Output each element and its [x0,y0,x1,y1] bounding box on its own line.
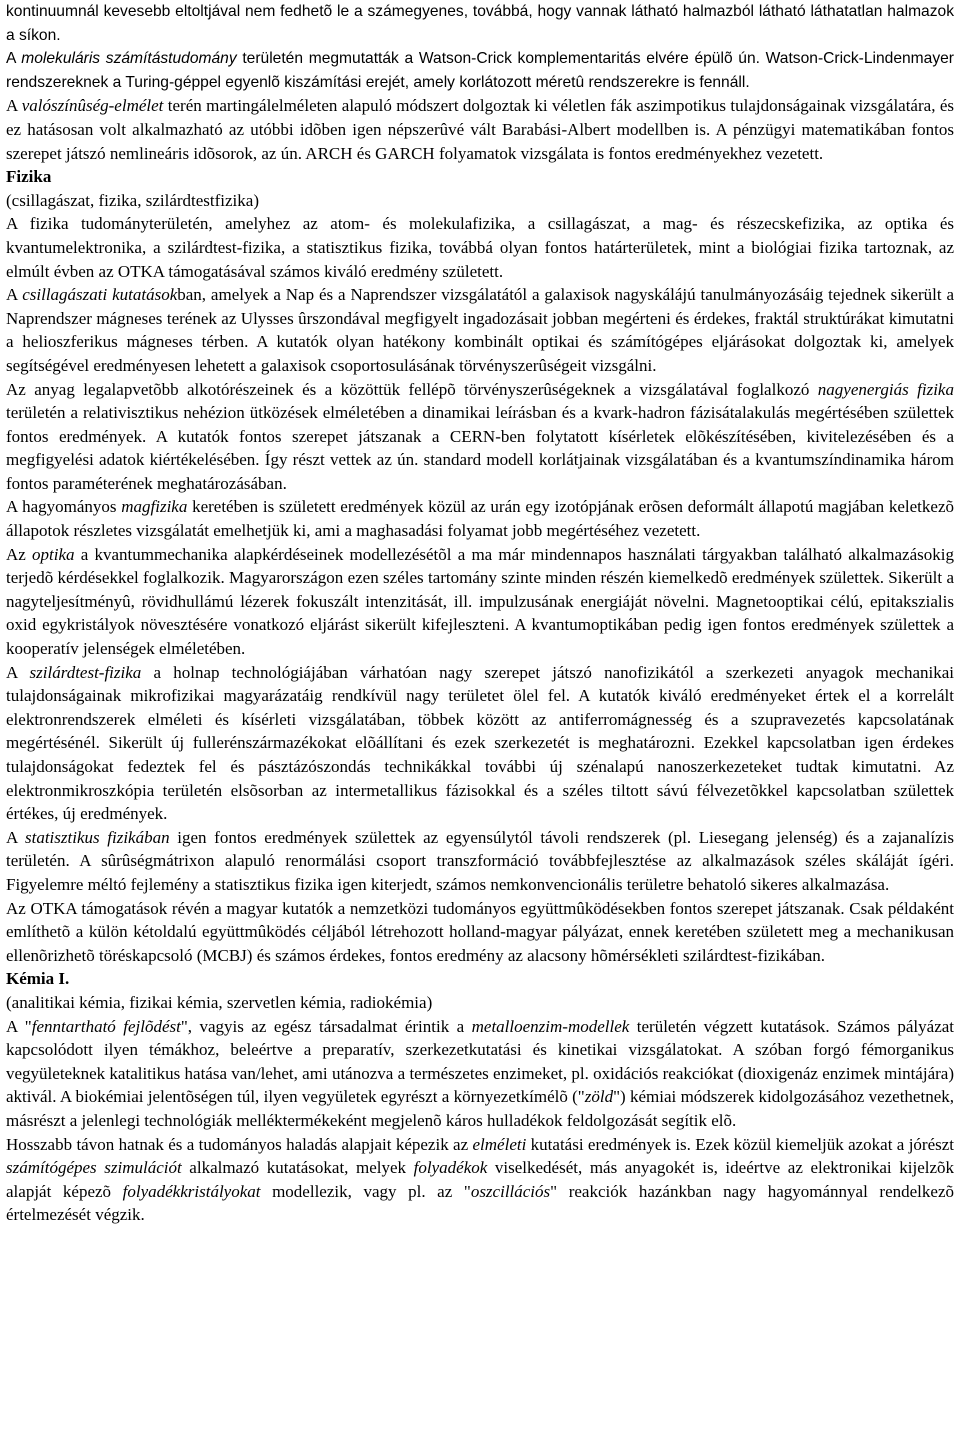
text-run: A [6,662,30,682]
text-run: Fizika [6,167,52,187]
italic-term: optika [32,544,75,564]
heading-kemia [6,967,954,991]
subheading-kemia [6,991,954,1015]
text-run: ") kémiai módszerek kidolgozásához vezethetnek, másrészt a jelenlegi technológiák melléktermékeként megjelenõ káros hulladékok feldolgozását segítik elõ. [6,1087,954,1130]
text-run: A [6,285,23,305]
p-nagyenergias [6,378,954,496]
italic-term: szilárdtest-fizika [29,662,142,682]
text-run: A fizika tudományterületén, amelyhez az atom- és molekulafizika, a csillagászat, a mag- és részecskefizika, az optika és kvantumelektronika, a szilárdtest-fizika, a statisztikus fizika, továbbá olyan fontos határterületek, mint a biológiai fizika tartoznak, az elmúlt évben az OTKA támogatásával számos kiváló eredmény született. [6,214,954,281]
text-run: Az [6,544,33,564]
text-run: a kvantummechanika alapkérdéseinek modellezésétõl a ma már mindennapos használati tárgyakban található alkalmazásokig terjedõ kérdésekkel foglalkozik. Magyarországon ezen széles tartomány szinte minden részén kiemelkedõ eredmények születtek. Sikerült a nagyteljesítményû, rövidhullámú lézerek fokuszált intenzitását, ill. impulzusának energiáját növelni. Magnetooptikai célú, epitakszialis oxid egykristályok növesztésére vonatkozó eljárást sikerült kifejleszteni. A kvantumoptikában pedig igen fontos eredmények születtek a kooperatív jelenségek elméletében. [6,544,954,659]
text-run: " reakciók hazánkban nagy hagyománnyal rendelkezõ értelmezését végzik. [6,1181,954,1225]
italic-term: molekuláris számítástudomány [21,50,237,68]
p-molekularis-szamitas [6,47,954,94]
italic-term: elméleti [472,1134,527,1154]
text-run: a holnap technológiájában várhatóan nagy szerepet játszó nanofizikától a szerkezeti anyagok mechanikai tulajdonságainak mikrofizikai magyarázatáig rendkívül nagy területet ölel fel. A kutatók kiváló eredményeket értek el a korrelált elektronrendszerek elméleti és kísérleti vizsgálatában, többek között az antiferromágnesség és a szupravezetés kapcsolatának megértésénél. Sikerült új fullerénszármazékokat elõállítani és ezek szerkezetét is meghatározni. Ezekkel kapcsolatban igen érdekes tulajdonságokat fedeztek fel és pásztázószondás technikákkal további új szénalapú nanoszerkezeteket tudtak kimutatni. Az elektronmikroszkópia területén elsõsorban az intermetallikus fázisokkal és a széles tiltott sávú félvezetõkkel kapcsolatban születtek értékes, új eredmények. [6,662,954,824]
text-run: területén a relativisztikus nehézion ütközések elméletében a dinamikai leírásban és a kvark-hadron fázisátalakulás megértésében születtek fontos eredmények. A kutatók fontos szerepet játszanak a CERN-ben folytatott kísérletek elõkészítésében, kivitelezésében és a megfigyelési adatok kiértékelésében. Így részt vettek az ún. standard modell korlátjainak vizsgálatában és a kvantumszíndinamika három fontos paraméterének meghatározásában. [6,403,954,493]
italic-term: magfizika [121,497,188,517]
text-run: A [6,50,22,68]
p-elmeleti [6,1133,954,1227]
heading-fizika [6,165,954,189]
text-run: A [6,96,22,116]
text-run: A [6,827,25,847]
text-run: Hosszabb távon hatnak és a tudományos haladás alapjait képezik az [6,1134,473,1154]
text-run: Kémia I. [6,969,70,989]
italic-term: zöld [584,1087,614,1107]
p-statisztikus [6,826,954,897]
p-fizika-intro [6,212,954,283]
italic-term: nagyenergiás fizika [817,379,954,399]
italic-term: fenntartható fejlõdést [31,1016,181,1036]
italic-term: statisztikus fizikában [24,827,170,847]
p-szilardtest [6,661,954,826]
p-fenntarthato [6,1015,954,1133]
text-run: területén megmutatták a Watson-Crick komplementaritás elvére épülõ ún. Watson-Crick-Lindenmayer rendszereknek a Turing-géppel egyenlõ kiszámítási erejét, amely korlátozott méretû rendszerekre is fennáll. [6,50,954,91]
p-sik-halmaz [6,0,954,47]
text-run: Az anyag legalapvetõbb alkotórészeinek és a közöttük fellépõ törvényszerûségeknek a vizsgálatával foglalkozó [6,379,818,399]
italic-term: oszcillációs [470,1181,551,1201]
italic-term: valószínûség-elmélet [21,96,164,116]
text-run: kontinuumnál kevesebb eltoltjával nem fedhetõ le a számegyenes, továbbá, hogy vannak látható halmazból látható láthatatlan halmazok a síkon. [6,3,954,44]
italic-term: csillagászati kutatások [22,285,178,305]
text-run: terén martingálelméleten alapuló módszert dolgoztak ki véletlen fák aszimpotikus tulajdonságainak vizsgálatára, és ez hatásosan volt alkalmazható az utóbbi idõben igen népszerûvé vált Barabási-Albert modellben is. A pénzügyi matematikában fontos szerepet játszó nemlineáris idõsorok, az ún. ARCH és GARCH folyamatok vizsgálata is fontos eredményekhez vezetett. [6,96,955,163]
text-run: kutatási eredmények is. Ezek közül kiemeljük azokat a jórészt [526,1134,955,1154]
text-run: A hagyományos [6,497,122,517]
p-csillagaszat [6,283,954,377]
p-optika [6,543,954,661]
italic-term: folyadékkristályokat [122,1181,261,1201]
p-otka [6,897,954,968]
italic-term: metalloenzim-modellek [471,1016,630,1036]
text-run: (analitikai kémia, fizikai kémia, szervetlen kémia, radiokémia) [6,992,433,1012]
text-run: viselkedését, más anyagokét is, ideértve az elektronikai kijelzõk alapját képezõ [6,1158,955,1201]
text-run: igen fontos eredmények születtek az egyensúlytól távoli rendszerek (pl. Liesegang jelenség) és a zajanalízis területén. A sûrûségmátrixon alapuló renormálási csoport transzformáció továbbfejlesztése az alkalmazások széles skáláját ígéri. Figyelemre méltó fejlemény a statisztikus fizika igen kiterjedt, számos nemkonvencionális területre behatoló sikeres alkalmazása. [6,827,954,894]
text-run: Az OTKA támogatások révén a magyar kutatók a nemzetközi tudományos együttmûködésekben fontos szerepet játszanak. Csak példaként említhetõ a külön kétoldalú együttmûködés céljából létrehozott holland-magyar pályázat, ennek keretében született meg a mechanikusan ellenõrizhetõ töréskapcsoló (MCBJ) és számos érdekes, fontos eredmény az alacsony hõmérsékleti szilárdtest-fizikában. [6,898,954,965]
text-run: modellezik, vagy pl. az " [260,1181,471,1201]
text-run: A " [6,1016,32,1036]
text-run: területén végzett kutatások. Számos pályázat kapcsolódott ilyen témákhoz, beleértve a preparatív, szerkezetkutatási és kinetikai vizsgálatokat. A szóban forgó fémorganikus vegyületeknek katalitikus hatása van/lehet, ami utánozva a természetes enzimeket, pl. oxidációs reakciókat (dioxigenáz enzimek mintájára) aktivál. A biokémiai jelentõségen túl, ilyen vegyületek egyrészt a környezetkímélõ (" [6,1016,955,1107]
text-run: alkalmazó kutatásokat, melyek [181,1158,414,1178]
text-run: ban, amelyek a Nap és a Naprendszer vizsgálatától a galaxisok nagyskálájú tanulmányozásáig tejednek sikerült a Naprendszer mágneses terének az Ulysses ûrszondával megfigyelt ingadozásait jobban megérteni és érdekes, fraktál struktúrákat kimutatni a helioszferikus mágneses térben. A kutatók olyan hatékony kombinált optikai és számítógépes eljárásokat dolgoztak ki, amelyek segítségével eredményesen lehetett a galaxisok csoportosulásának törvényszerûségeit vizsgálni. [6,285,955,375]
italic-term: folyadékok [413,1158,488,1178]
text-run: ", vagyis az egész társadalmat érintik a [180,1016,472,1036]
text-run: (csillagászat, fizika, szilárdtestfizika) [6,190,259,210]
p-valoszinuseg [6,94,954,165]
text-run: keretében is született eredmények közül az urán egy izotópjának erõsen deformált állapotú magjában keletkezõ állapotok részletes vizsgálatát emelhetjük ki, ami a maghasadási folyamat jobb megértéséhez vezetett. [6,497,954,541]
italic-term: számítógépes szimulációt [6,1158,182,1178]
subheading-fizika [6,189,954,213]
p-magfizika [6,495,954,542]
